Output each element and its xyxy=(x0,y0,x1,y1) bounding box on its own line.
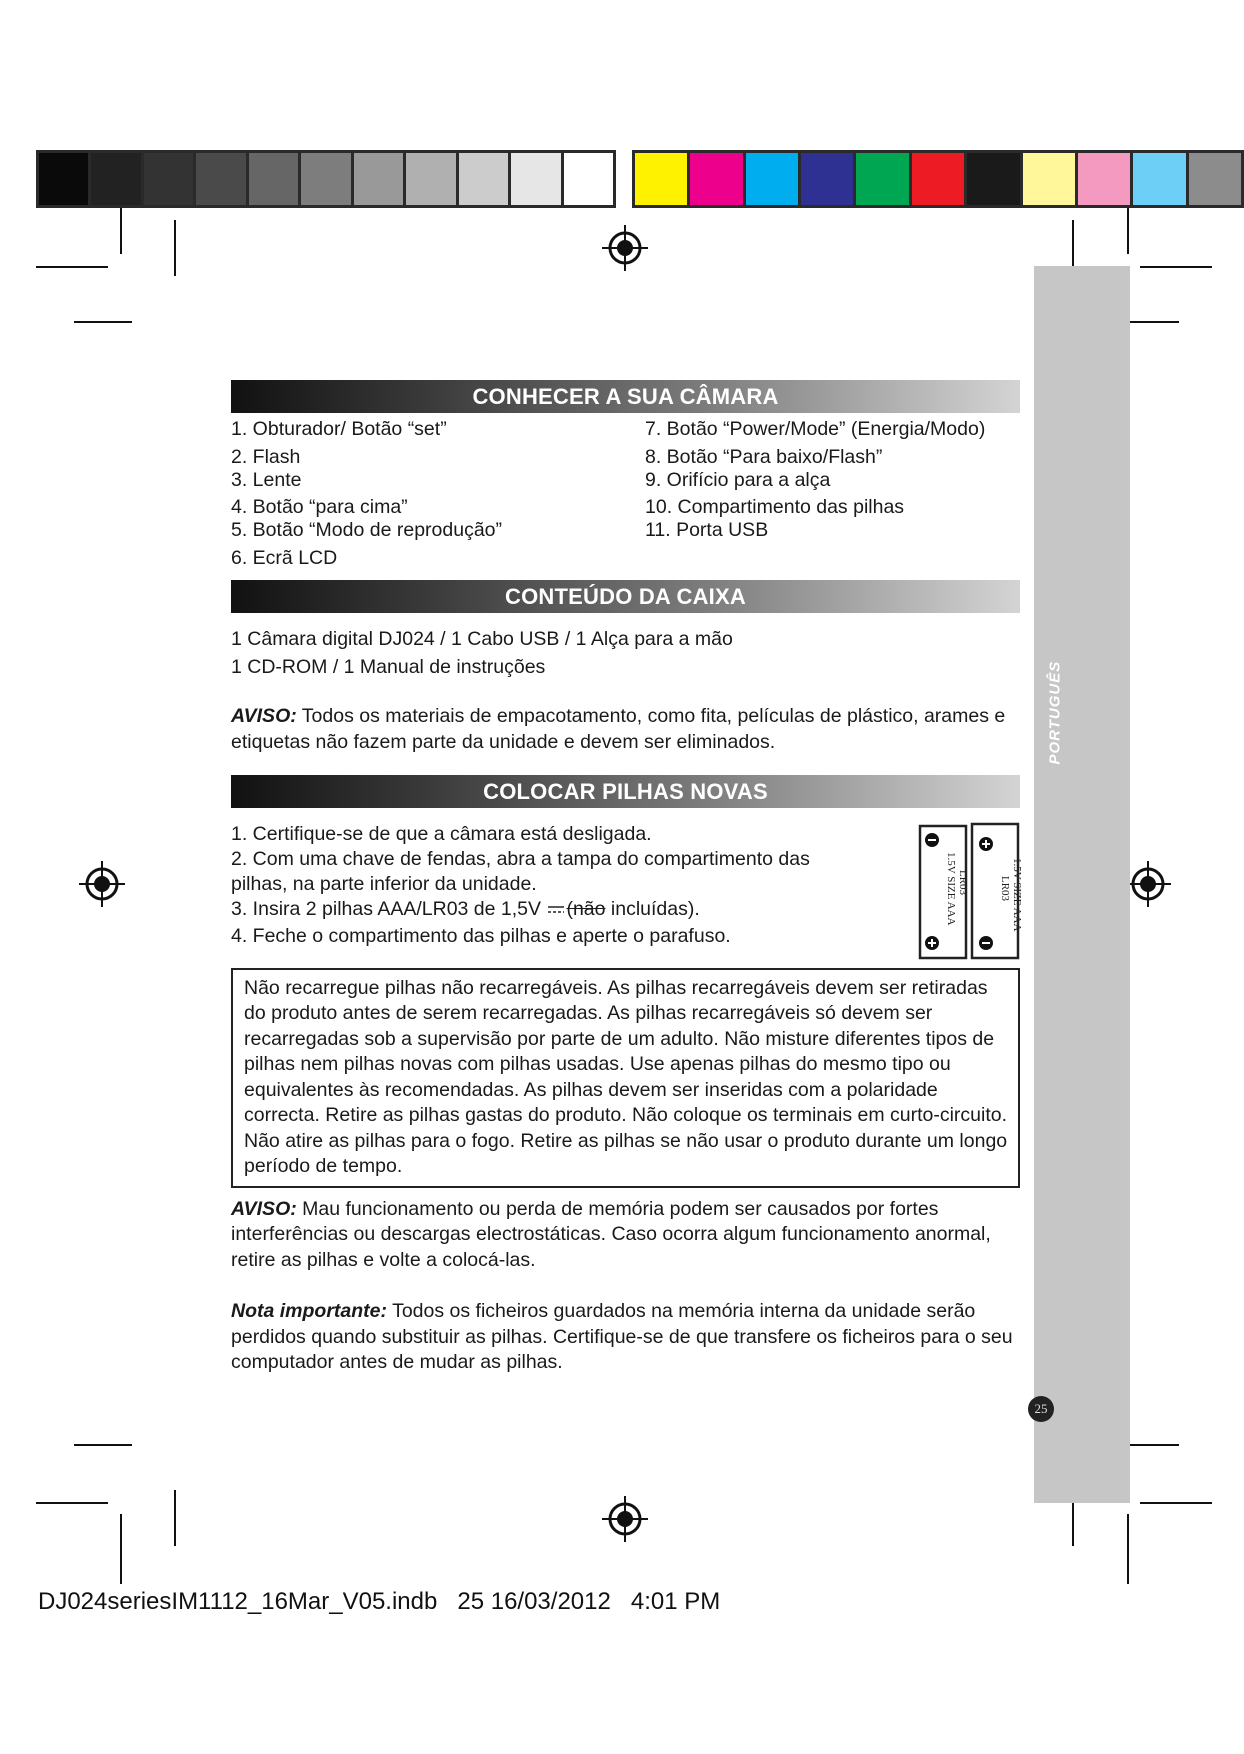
color-swatch xyxy=(1023,153,1078,205)
part-item: 1. Obturador/ Botão “set” xyxy=(231,418,447,440)
crop-mark xyxy=(174,1490,176,1546)
color-swatch xyxy=(635,153,690,205)
gray-swatch xyxy=(511,153,563,205)
parts-column-left xyxy=(231,417,645,571)
crop-mark xyxy=(74,1444,132,1446)
part-item: 11. Porta USB xyxy=(645,519,769,541)
crop-mark xyxy=(1140,266,1212,268)
color-swatch xyxy=(912,153,967,205)
packaging-warning xyxy=(231,704,1020,755)
page-number: 25 xyxy=(1028,1396,1054,1422)
print-slug-footer: DJ024seriesIM1112_16Mar_V05.indb 25 16/03/2012 4:01 PM xyxy=(38,1588,721,1615)
battery-step-text: 3. Insira 2 pilhas AAA/LR03 de 1,5V xyxy=(231,897,542,920)
color-swatch xyxy=(856,153,911,205)
crop-mark xyxy=(120,208,122,254)
part-item: 6. Ecrã LCD xyxy=(231,546,338,569)
part-item: 4. Botão “para cima” xyxy=(231,495,408,518)
part-item: 7. Botão “Power/Mode” (Energia/Modo) xyxy=(645,418,986,440)
gray-swatch xyxy=(196,153,248,205)
gray-swatch xyxy=(301,153,353,205)
battery-label: 1.5V SIZE AAA xyxy=(1011,858,1023,932)
battery-orientation-icon xyxy=(918,822,1023,962)
box-contents-line: 1 CD-ROM / 1 Manual de instruções xyxy=(231,655,546,678)
crop-mark xyxy=(74,321,132,323)
note-text: Todos os ficheiros guardados na memória interna da unidade serão perdidos quando substituir as pilhas. Certifique-se de que transfere os ficheiros para o seu computador antes de mudar as pilhas. xyxy=(231,1300,1013,1374)
color-swatch xyxy=(801,153,856,205)
gray-swatch xyxy=(144,153,196,205)
battery-step-text: incluídas). xyxy=(605,897,700,920)
box-contents-line: 1 Câmara digital DJ024 / 1 Cabo USB / 1 Alça para a mão xyxy=(231,628,733,650)
parts-column-right xyxy=(645,417,1020,571)
static-warning xyxy=(231,1197,1020,1274)
battery-instructions xyxy=(231,822,1023,950)
gray-swatch xyxy=(406,153,458,205)
color-swatch xyxy=(1133,153,1188,205)
color-bar xyxy=(632,150,1244,208)
crop-mark xyxy=(120,1514,122,1584)
warning-label: AVISO: xyxy=(231,705,297,727)
color-swatch xyxy=(746,153,801,205)
battery-safety-box: Não recarregue pilhas não recarregáveis. As pilhas recarregáveis devem ser retiradas do produto antes de serem recarregadas. As pilhas recarregáveis só devem ser recarregadas sob a supervisão por parte de um adulto. Não misture diferentes tipos de pilhas nem pilhas novas com pilhas usadas. Use apenas pilhas do mesmo tipo ou equivalentes às recomendadas. As pilhas devem ser inseridas com a polaridade correcta. Retire as pilhas gastas do produto. Não coloque os terminais em curto-circuito. Não atire as pilhas para o fogo. Retire as pilhas se não usar o produto durante um longo período de tempo. xyxy=(231,968,1020,1188)
part-item: 2. Flash xyxy=(231,445,301,468)
note-label: Nota importante: xyxy=(231,1300,387,1323)
gray-swatch xyxy=(39,153,91,205)
crop-mark xyxy=(1127,1514,1129,1584)
section-title-box-contents: CONTEÚDO DA CAIXA xyxy=(231,580,1020,613)
crop-mark xyxy=(1140,1502,1212,1504)
crop-mark xyxy=(1127,208,1129,254)
battery-label: LR03 xyxy=(957,870,969,896)
color-swatch xyxy=(1189,153,1241,205)
part-item: 10. Compartimento das pilhas xyxy=(645,495,905,518)
registration-mark-icon xyxy=(602,225,648,271)
battery-label: 1.5V SIZE AAA xyxy=(945,852,957,926)
registration-mark-icon xyxy=(79,861,125,907)
color-swatch xyxy=(690,153,745,205)
crop-mark xyxy=(174,220,176,276)
battery-step: 2. Com uma chave de fendas, abra a tampa do compartimento das pilhas, na parte inferior da unidade. xyxy=(231,847,810,895)
part-item: 5. Botão “Modo de reprodução” xyxy=(231,519,503,541)
battery-step: 1. Certifique-se de que a câmara está desligada. xyxy=(231,823,652,845)
color-swatch xyxy=(967,153,1022,205)
grayscale-bar xyxy=(36,150,616,208)
part-item: 8. Botão “Para baixo/Flash” xyxy=(645,445,883,468)
section-title-batteries: COLOCAR PILHAS NOVAS xyxy=(231,775,1020,808)
gray-swatch xyxy=(354,153,406,205)
crop-mark xyxy=(36,266,108,268)
gray-swatch xyxy=(564,153,613,205)
main-content xyxy=(231,380,1023,1376)
side-tab-band xyxy=(1034,266,1130,1503)
battery-step-struck-text: (não xyxy=(566,897,606,920)
part-item: 3. Lente xyxy=(231,469,302,491)
battery-step xyxy=(231,897,851,923)
section-title-know-camera: CONHECER A SUA CÂMARA xyxy=(231,380,1020,413)
registration-mark-icon xyxy=(602,1496,648,1542)
battery-steps xyxy=(231,822,851,950)
warning-text: Mau funcionamento ou perda de memória podem ser causados por fortes interferências ou descargas electrostáticas. Caso ocorra algum funcionamento anormal, retire as pilhas e volte a colocá-las. xyxy=(231,1197,991,1271)
registration-mark-icon xyxy=(1125,861,1171,907)
warning-label: AVISO: xyxy=(231,1197,297,1220)
battery-step: 4. Feche o compartimento das pilhas e aperte o parafuso. xyxy=(231,925,731,948)
gray-swatch xyxy=(91,153,143,205)
language-tab-label xyxy=(1047,729,1064,765)
warning-text: Todos os materiais de empacotamento, como fita, películas de plástico, arames e etiquetas não fazem parte da unidade e devem ser eliminados. xyxy=(231,705,1006,753)
gray-swatch xyxy=(459,153,511,205)
part-item: 9. Orifício para a alça xyxy=(645,469,831,491)
dc-symbol-icon xyxy=(548,897,564,923)
color-swatch xyxy=(1078,153,1133,205)
battery-label: LR03 xyxy=(999,876,1011,902)
crop-mark xyxy=(36,1502,108,1504)
parts-list xyxy=(231,417,1020,571)
important-note xyxy=(231,1299,1020,1376)
gray-swatch xyxy=(249,153,301,205)
